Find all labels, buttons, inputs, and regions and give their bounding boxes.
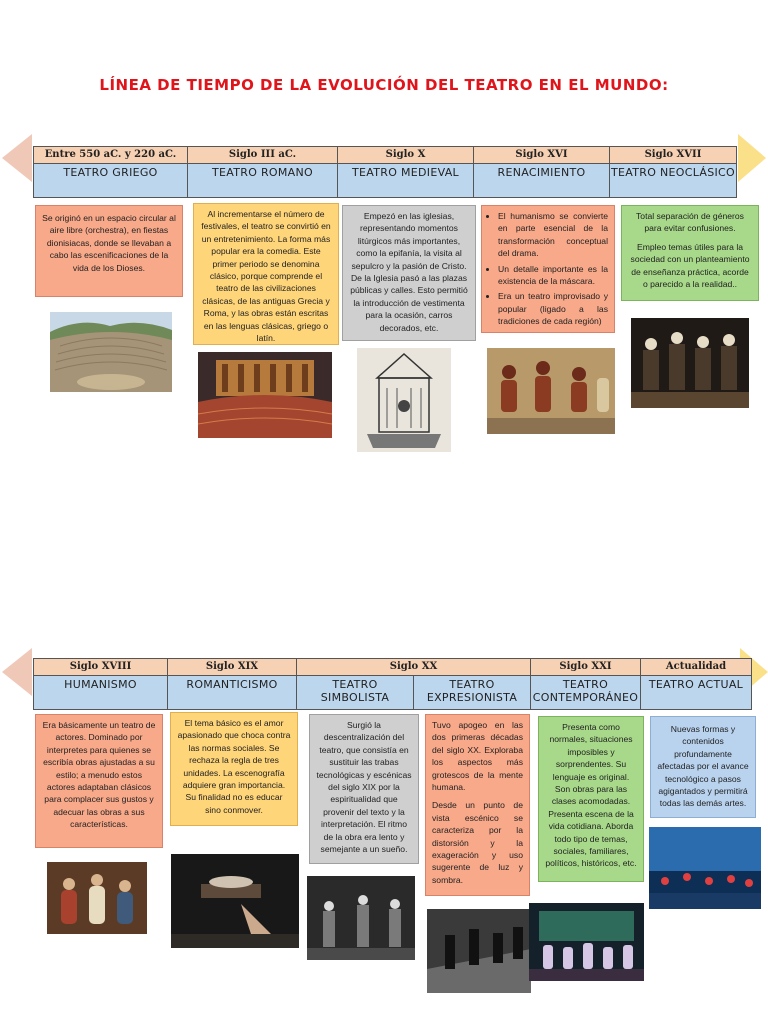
period-label: Siglo XXI — [531, 659, 640, 676]
timeline-segment-griego — [34, 147, 188, 197]
desc-box-expresionista — [425, 714, 530, 896]
era-name: TEATRO SIMBOLISTA — [297, 676, 414, 709]
desc-text: Empleo temas útiles para la sociedad con un planteamiento de enseñanza práctica, acorde o parecido a la realidad.. — [630, 241, 750, 290]
image-romanticism-stage — [171, 854, 299, 948]
image-current-stage — [649, 827, 761, 909]
timeline-left-arrow-icon — [2, 648, 32, 696]
desc-box-romano — [193, 203, 339, 345]
desc-text: Empezó en las iglesias, representando momentos litúrgicos más importantes, como la epifanía, la visita al sepulcro y la pasión de Cristo. De la Iglesia pasó a las plazas públicas y calles. Esto permitió la introducción de vestimenta para la ocasión, carros decorados, etc. — [350, 211, 468, 333]
era-name: TEATRO GRIEGO — [63, 166, 158, 179]
desc-box-neoclasico — [621, 205, 759, 301]
desc-text: Tuvo apogeo en las dos primeras décadas del siglo XX. Exploraba los aspectos más grotescos de la mente humana. — [432, 720, 523, 793]
desc-text: El tema básico es el amor apasionado que choca contra las normas sociales. Se rechaza la regla de tres unidades. La escenografía adquiere gran importancia. Su finalidad no es educar sino conmover. — [177, 718, 291, 815]
period-label: Entre 550 aC. y 220 aC. — [34, 147, 187, 164]
desc-box-romanticismo — [170, 712, 298, 826]
era-name: TEATRO ACTUAL — [648, 678, 744, 691]
period-label: Siglo III aC. — [188, 147, 337, 164]
period-label: Actualidad — [641, 659, 751, 676]
era-name: ROMANTICISMO — [186, 678, 278, 691]
era-name: HUMANISMO — [64, 678, 137, 691]
desc-text: Desde un punto de vista escénico se caracteriza por la distorsión y la exageración y uso sugerente de luz y sombra. — [432, 800, 523, 885]
desc-list — [488, 210, 608, 328]
list-item: • Era un teatro improvisado y popular (ligado a las tradiciones de cada región) — [498, 290, 608, 327]
timeline-segment-romano — [188, 147, 338, 197]
timeline-segment-romanticismo — [168, 659, 297, 709]
era-name: TEATRO CONTEMPORÁNEO — [532, 678, 639, 704]
period-label: Siglo XIX — [168, 659, 296, 676]
timeline-segment-neoclasico — [610, 147, 736, 197]
image-contemporary-stage — [529, 903, 644, 981]
desc-text: Era básicamente un teatro de actores. Dominado por interpretes para quienes se escribía obras ajustadas a su estilo; a menudo estos actores adaptaban clásicos para complacer sus gustos y adecuar las obras a sus características. — [42, 720, 156, 830]
desc-text: Al incrementarse el número de festivales, el teatro se convirtió en un entretenimiento. La forma más popular era la comedia. Este primer periodo se denomina clásico, porque comprende el teatro de las civilizaciones clásicas, de las antiguas Grecia y Roma, y las obras están escritas en las lenguas clásicas, griego o latín. — [201, 209, 331, 344]
timeline-left-arrow-icon — [2, 134, 32, 182]
desc-box-actual — [650, 716, 756, 818]
desc-box-renacimiento — [481, 205, 615, 333]
era-name: RENACIMIENTO — [497, 166, 586, 179]
desc-text: Se originó en un espacio circular al aire libre (orchestra), en fiestas dionisiacas, donde se llevaban a cabo las escenificaciones de la vida de los Dioses. — [42, 213, 176, 273]
period-label: Siglo XX — [297, 659, 530, 676]
desc-text: Nuevas formas y contenidos profundamente afectadas por el avance tecnológico a pasos agigantados y permitirá todas las demás artes. — [657, 724, 749, 809]
desc-box-medieval — [342, 205, 476, 341]
image-medieval-engraving — [357, 348, 451, 452]
period-label: Siglo XVII — [610, 147, 736, 164]
timeline-segment-medieval — [338, 147, 474, 197]
image-greek-theatre — [50, 312, 172, 392]
period-label: Siglo XVIII — [34, 659, 167, 676]
image-expressionist-stage — [427, 909, 531, 993]
image-humanism-painting — [47, 862, 147, 934]
list-item: • El humanismo se convierte en parte esencial de la transformación conceptual del drama. — [498, 210, 608, 260]
period-label: Siglo X — [338, 147, 473, 164]
timeline-segment-renacimiento — [474, 147, 610, 197]
era-name: TEATRO EXPRESIONISTA — [426, 678, 518, 704]
timeline-row-2 — [33, 658, 752, 710]
timeline-right-arrow-icon — [738, 134, 766, 182]
image-symbolist-stage — [307, 876, 415, 960]
page-title: LÍNEA DE TIEMPO DE LA EVOLUCIÓN DEL TEATRO EN EL MUNDO: — [99, 76, 669, 94]
timeline-segment-actual — [641, 659, 751, 709]
image-neoclassical-stage — [631, 318, 749, 408]
desc-box-contemporaneo — [538, 716, 644, 882]
timeline-row-1 — [33, 146, 737, 198]
timeline-segment-siglo-xx — [297, 659, 531, 709]
image-renaissance-masks — [487, 348, 615, 434]
desc-box-griego — [35, 205, 183, 297]
desc-box-simbolista — [309, 714, 419, 864]
period-label: Siglo XVI — [474, 147, 609, 164]
desc-box-humanismo — [35, 714, 163, 848]
image-roman-theatre — [198, 352, 332, 438]
era-name: TEATRO ROMANO — [212, 166, 313, 179]
era-name: TEATRO MEDIEVAL — [352, 166, 459, 179]
timeline-segment-contemporaneo — [531, 659, 641, 709]
desc-text: Surgió la descentralización del teatro, que consistía en sustituir las trabas tecnológicas y escénicas del siglo XIX por la espiritualidad que provenir del texto y la interpretación. El ritmo de la obra era lento y semejante a un sueño. — [316, 720, 412, 855]
era-name: TEATRO NEOCLÁSICO — [611, 166, 735, 179]
desc-text: Presenta como normales, situaciones imposibles y sorprendentes. Su lenguaje es original. Son obras para las clases acomodadas. Presenta escena de la vida cotidiana. Aborda todo tipo de temas, sociales, familiares, políticos, históricos, etc. — [545, 722, 637, 869]
timeline-segment-humanismo — [34, 659, 168, 709]
list-item: • Un detalle importante es la existencia de la máscara. — [498, 263, 608, 288]
desc-text: Total separación de géneros para evitar confusiones. — [636, 211, 744, 234]
